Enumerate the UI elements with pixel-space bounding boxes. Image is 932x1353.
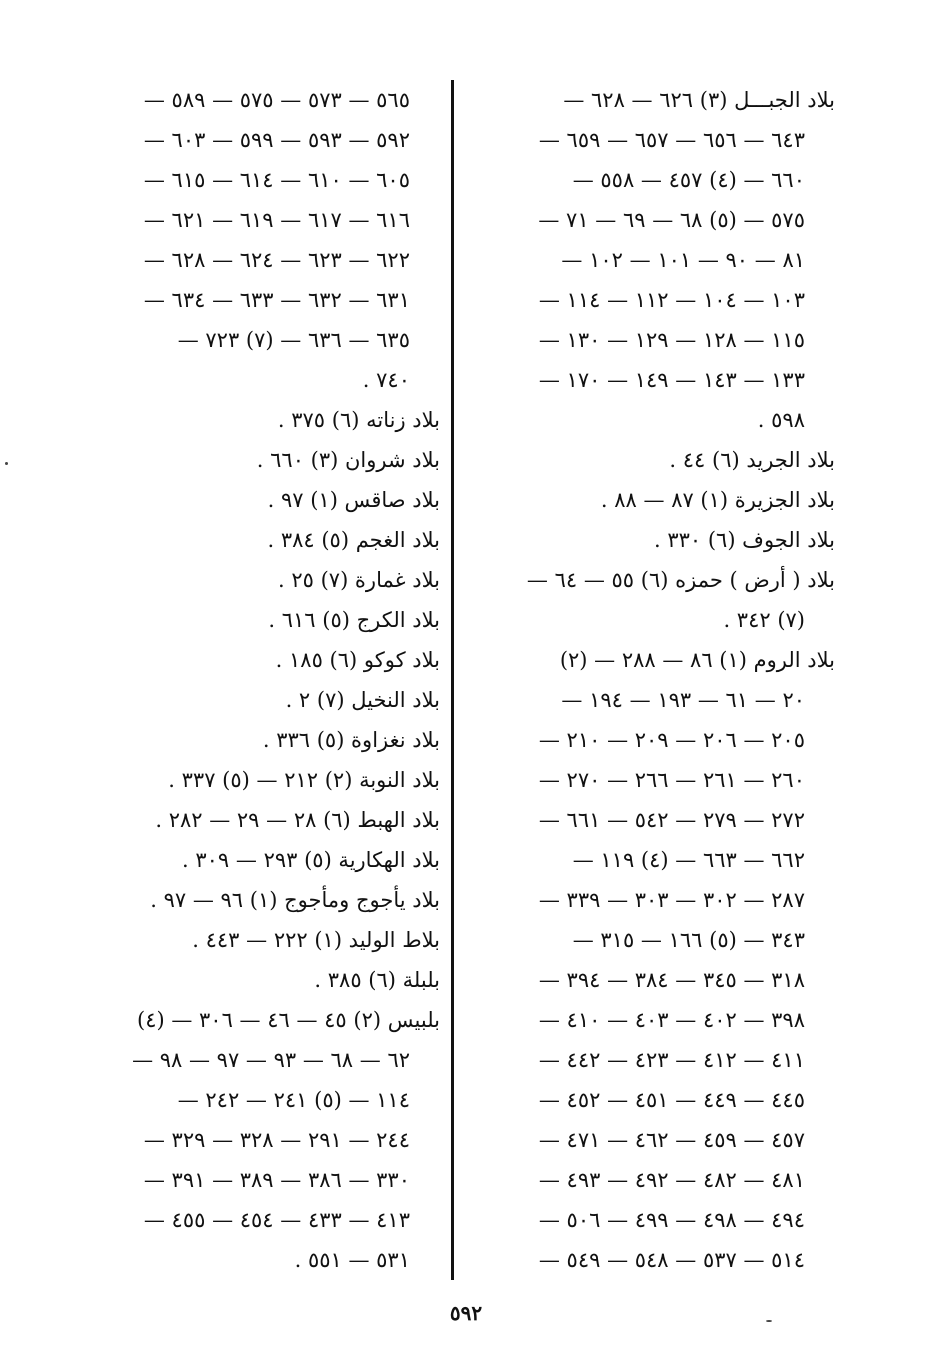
scan-speck bbox=[766, 1320, 772, 1322]
left-column-line: ٦١٦ — ٦١٧ — ٦١٩ — ٦٢١ — bbox=[143, 208, 410, 232]
left-column-line: بلاد غمارة (٧) ٢٥ . bbox=[277, 568, 440, 592]
scan-speck bbox=[5, 462, 8, 465]
right-column-line: ٤١١ — ٤١٢ — ٤٢٣ — ٤٤٢ — bbox=[538, 1048, 805, 1072]
right-column-line: ٣٩٨ — ٤٠٢ — ٤٠٣ — ٤١٠ — bbox=[538, 1008, 805, 1032]
left-column-line: ٥٣١ — ٥٥١ . bbox=[294, 1248, 410, 1272]
left-column-line: بلبيس (٢) ٤٥ — ٤٦ — ٣٠٦ — (٤) bbox=[137, 1008, 440, 1032]
left-column-line: ٦٢ — ٦٨ — ٩٣ — ٩٧ — ٩٨ — bbox=[132, 1048, 410, 1072]
left-column-line: بلاد زناته (٦) ٣٧٥ . bbox=[277, 408, 440, 432]
left-column-line: ١١٤ — (٥) ٢٤١ — ٢٤٢ — bbox=[177, 1088, 410, 1112]
index-column-left bbox=[80, 80, 440, 1280]
page-number: ٥٩٢ bbox=[449, 1301, 483, 1325]
left-column-line: بلاد الهكارية (٥) ٢٩٣ — ٣٠٩ . bbox=[182, 848, 440, 872]
right-column-line: ٢٦٠ — ٢٦١ — ٢٦٦ — ٢٧٠ — bbox=[538, 768, 805, 792]
right-column-line: ٣٤٣ — (٥) ١٦٦ — ٣١٥ — bbox=[572, 928, 805, 952]
left-column-line: بلاد الكرج (٥) ٦١٦ . bbox=[268, 608, 440, 632]
right-column-line: ١١٥ — ١٢٨ — ١٢٩ — ١٣٠ — bbox=[538, 328, 805, 352]
right-column-line: ٥٩٨ . bbox=[757, 408, 805, 432]
right-column-line: ٢٠٥ — ٢٠٦ — ٢٠٩ — ٢١٠ — bbox=[538, 728, 805, 752]
left-column-line: بلاد كوكو (٦) ١٨٥ . bbox=[275, 648, 440, 672]
left-column-line: ٦٣٥ — ٦٣٦ — (٧) ٧٢٣ — bbox=[177, 328, 410, 352]
left-column-line: بلاد صاقس (١) ٩٧ . bbox=[267, 488, 440, 512]
left-column-line: بلاد نغزاوة (٥) ٣٣٦ . bbox=[262, 728, 440, 752]
column-divider bbox=[451, 80, 454, 1280]
left-column-line: بلاد الغجم (٥) ٣٨٤ . bbox=[267, 528, 440, 552]
right-column-line: ٦٤٣ — ٦٥٦ — ٦٥٧ — ٦٥٩ — bbox=[538, 128, 805, 152]
left-column-line: ٢٤٤ — ٢٩١ — ٣٢٨ — ٣٢٩ — bbox=[143, 1128, 410, 1152]
right-column-line: بلاد الجوف (٦) ٣٣٠ . bbox=[653, 528, 835, 552]
right-column-line: ٣١٨ — ٣٤٥ — ٣٨٤ — ٣٩٤ — bbox=[538, 968, 805, 992]
left-column-line: بلاد الهبط (٦) ٢٨ — ٢٩ — ٢٨٢ . bbox=[155, 808, 440, 832]
right-column-line: ٨١ — ٩٠ — ١٠١ — ١٠٢ — bbox=[561, 248, 805, 272]
right-column-line: ٢٧٢ — ٢٧٩ — ٥٤٢ — ٦٦١ — bbox=[538, 808, 805, 832]
right-column-line: ٥١٤ — ٥٣٧ — ٥٤٨ — ٥٤٩ — bbox=[538, 1248, 805, 1272]
right-column-line: ٢٠ — ٦١ — ١٩٣ — ١٩٤ — bbox=[561, 688, 805, 712]
right-column-line: ٤٤٥ — ٤٤٩ — ٤٥١ — ٤٥٢ — bbox=[538, 1088, 805, 1112]
left-column-line: ٦٢٢ — ٦٢٣ — ٦٢٤ — ٦٢٨ — bbox=[143, 248, 410, 272]
left-column-line: ٦٣١ — ٦٣٢ — ٦٣٣ — ٦٣٤ — bbox=[143, 288, 410, 312]
right-column-line: بلاد ( أرض ) حمزه (٦) ٥٥ — ٦٤ — bbox=[526, 568, 835, 592]
left-column-line: بلاد يأجوج ومأجوج (١) ٩٦ — ٩٧ . bbox=[150, 888, 440, 912]
right-column-line: بلاد الروم (١) ٨٦ — ٢٨٨ — (٢) bbox=[559, 648, 835, 672]
right-column-line: ٦٦٢ — ٦٦٣ — (٤) ١١٩ — bbox=[572, 848, 805, 872]
right-column-line: بلاد الجزيرة (١) ٨٧ — ٨٨ . bbox=[600, 488, 835, 512]
right-column-line: ٥٧٥ — (٥) ٦٨ — ٦٩ — ٧١ — bbox=[538, 208, 805, 232]
index-column-right bbox=[480, 80, 835, 1280]
left-column-line: ٧٤٠ . bbox=[362, 368, 410, 392]
left-column-line: ٥٦٥ — ٥٧٣ — ٥٧٥ — ٥٨٩ — bbox=[143, 88, 410, 112]
left-column-line: ٥٩٢ — ٥٩٣ — ٥٩٩ — ٦٠٣ — bbox=[143, 128, 410, 152]
right-column-line: ٤٨١ — ٤٨٢ — ٤٩٢ — ٤٩٣ — bbox=[538, 1168, 805, 1192]
right-column-line: ٤٩٤ — ٤٩٨ — ٤٩٩ — ٥٠٦ — bbox=[538, 1208, 805, 1232]
right-column-line: ٢٨٧ — ٣٠٢ — ٣٠٣ — ٣٣٩ — bbox=[538, 888, 805, 912]
left-column-line: بلاط الوليد (١) ٢٢٢ — ٤٤٣ . bbox=[192, 928, 440, 952]
left-column-line: بلاد شروان (٣) ٦٦٠ . bbox=[256, 448, 440, 472]
left-column-line: بلاد النوبة (٢) ٢١٢ — (٥) ٣٣٧ . bbox=[168, 768, 440, 792]
right-column-line: (٧) ٣٤٢ . bbox=[723, 608, 805, 632]
left-column-line: ٤١٣ — ٤٣٣ — ٤٥٤ — ٤٥٥ — bbox=[143, 1208, 410, 1232]
right-column-line: بلاد الجريد (٦) ٤٤ . bbox=[669, 448, 835, 472]
left-column-line: بلبلة (٦) ٣٨٥ . bbox=[314, 968, 440, 992]
right-column-line: ٦٦٠ — (٤) ٤٥٧ — ٥٥٨ — bbox=[572, 168, 805, 192]
left-column-line: ٣٣٠ — ٣٨٦ — ٣٨٩ — ٣٩١ — bbox=[143, 1168, 410, 1192]
right-column-line: ١٠٣ — ١٠٤ — ١١٢ — ١١٤ — bbox=[538, 288, 805, 312]
right-column-line: ٤٥٧ — ٤٥٩ — ٤٦٢ — ٤٧١ — bbox=[538, 1128, 805, 1152]
right-column-line: بلاد الجبـــل (٣) ٦٢٦ — ٦٢٨ — bbox=[563, 88, 835, 112]
right-column-line: ١٣٣ — ١٤٣ — ١٤٩ — ١٧٠ — bbox=[538, 368, 805, 392]
left-column-line: ٦٠٥ — ٦١٠ — ٦١٤ — ٦١٥ — bbox=[143, 168, 410, 192]
left-column-line: بلاد النخيل (٧) ٢ . bbox=[285, 688, 440, 712]
